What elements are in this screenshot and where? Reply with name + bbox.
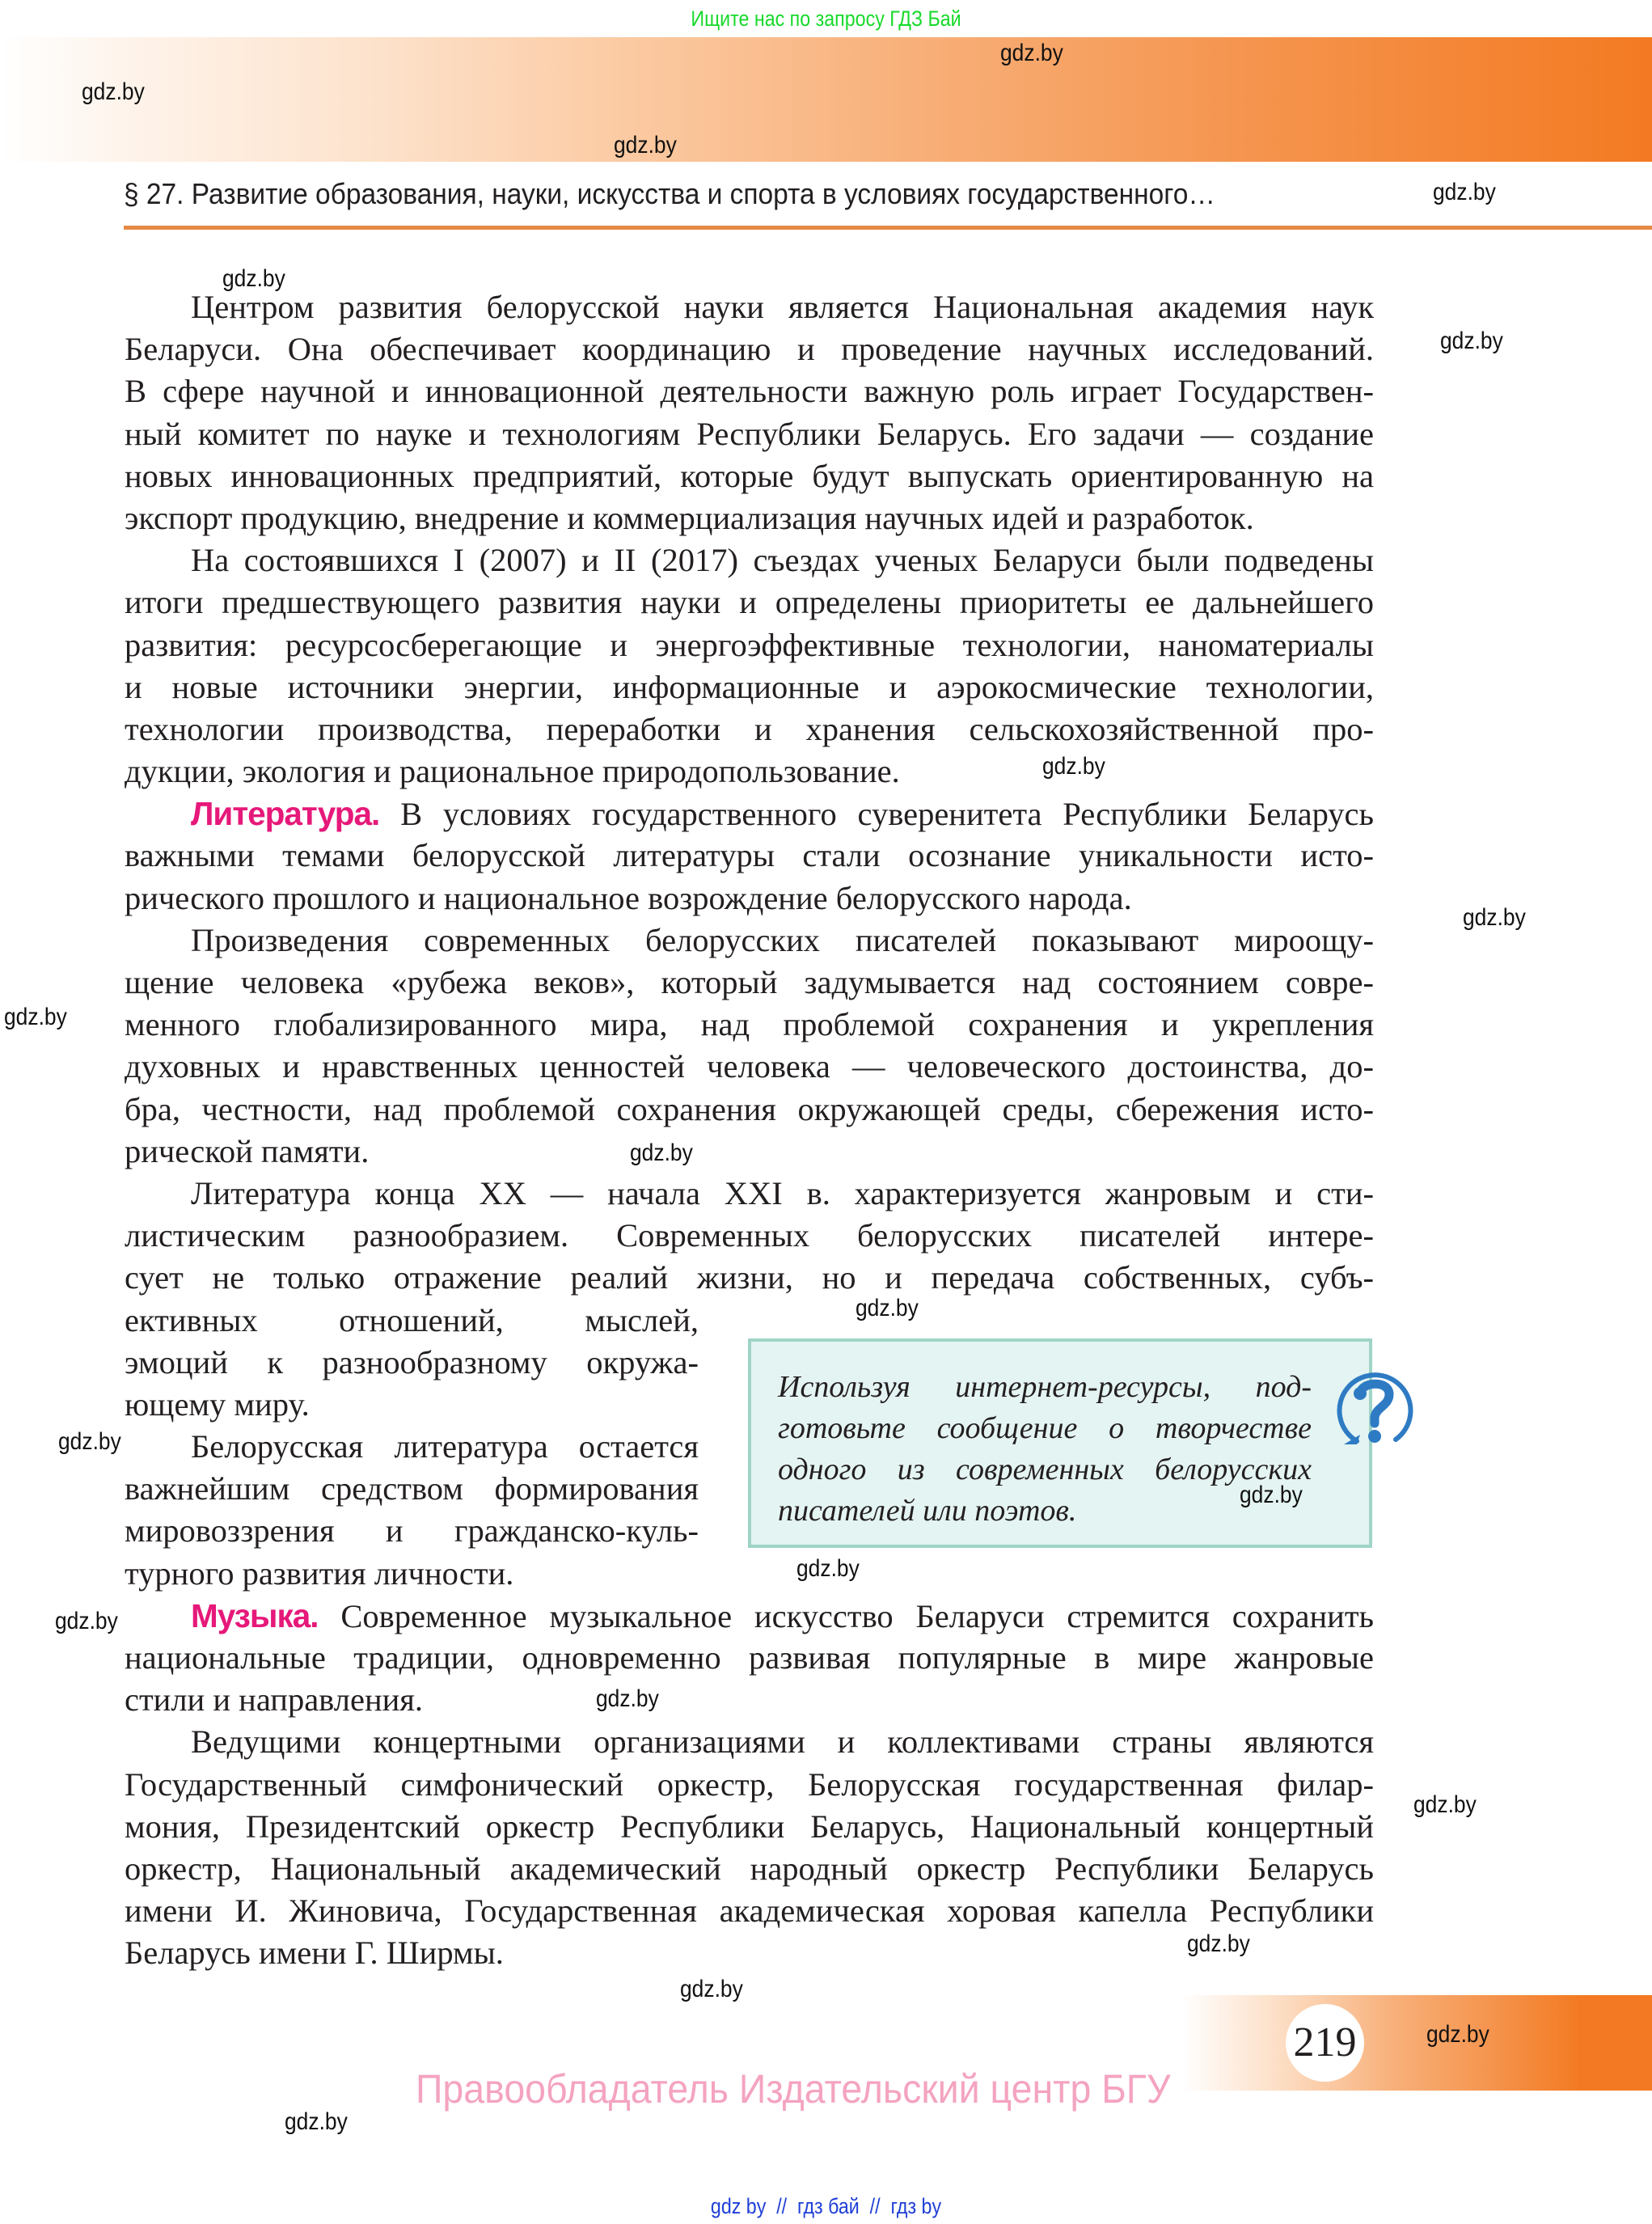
watermark-text: gdz.by	[222, 265, 285, 292]
watermark-text: gdz.by	[1042, 753, 1105, 780]
site-links[interactable]: gdz by // гдз бай // гдз by	[710, 2194, 942, 2218]
literature-paragraph-start	[125, 793, 1374, 835]
text-line: духовных и нравственных ценностей человека — человеческого достоинства, до-	[125, 1048, 1374, 1085]
copyright-notice: Правообладатель Издательский центр БГУ	[416, 2066, 1171, 2112]
watermark-text: gdz.by	[1000, 40, 1063, 66]
watermark-text: gdz.by	[796, 1555, 860, 1582]
text-line: стили и направления.	[125, 1681, 424, 1719]
text-line: мония, Президентский оркестр Республики Беларусь, Национальный концертный	[125, 1808, 1374, 1845]
watermark-text: gdz.by	[55, 1608, 118, 1634]
text-line: и новые источники энергии, информационные и аэрокосмические технологии,	[125, 668, 1374, 705]
text-line: важными темами белорусской литературы стали осознание уникальности исто-	[125, 837, 1374, 874]
watermark-text: gdz.by	[680, 1976, 743, 2002]
text-line: национальные традиции, одновременно развивая популярные в мире жанровые	[125, 1639, 1374, 1676]
text-line: эмоций к разнообразному окружа-	[125, 1343, 699, 1380]
assignment-line: одного из современных белорусских	[778, 1452, 1312, 1486]
text-line: экспорт продукцию, внедрение и коммерциализация научных идей и разработок.	[125, 499, 1254, 536]
footer-gradient-band	[1181, 1995, 1652, 2091]
watermark-text: gdz.by	[596, 1685, 659, 1712]
text-line: Произведения современных белорусских писателей показывают мироощу-	[191, 921, 1374, 958]
text-line: В условиях государственного суверенитета Республики Беларусь	[400, 796, 1375, 833]
text-line: ный комитет по науке и технологиям Республики Беларусь. Его задачи — создание	[125, 415, 1374, 452]
header-gradient-band	[0, 37, 1652, 162]
text-line: Центром развития белорусской науки является Национальная академия наук	[191, 289, 1374, 325]
watermark-text: gdz.by	[1240, 1482, 1303, 1508]
text-line: Ведущими концертными организациями и коллективами страны являются	[191, 1723, 1374, 1761]
text-line: технологии производства, переработки и хранения сельскохозяйственной про-	[125, 710, 1374, 747]
watermark-text: gdz.by	[4, 1004, 67, 1030]
section-heading-music: Музыка.	[191, 1596, 319, 1634]
text-line: турного развития личности.	[125, 1554, 514, 1592]
assignment-line: Используя интернет-ресурсы, под-	[778, 1370, 1312, 1404]
text-line: щение человека «рубежа веков», который задумывается над состоянием совре-	[125, 964, 1374, 1000]
search-hint-banner: Ищите нас по запросу ГДЗ Бай	[691, 6, 961, 31]
text-line: оркестр, Национальный академический народный оркестр Республики Беларусь	[125, 1850, 1374, 1887]
text-line: На состоявшихся I (2007) и II (2017) съездах ученых Беларуси были подведены	[191, 542, 1374, 579]
text-line: имени И. Жиновича, Государственная академическая хоровая капелла Республики	[125, 1892, 1374, 1930]
watermark-text: gdz.by	[1433, 179, 1496, 205]
watermark-text: gdz.by	[614, 132, 677, 159]
text-line: ективных отношений, мыслей,	[125, 1301, 699, 1338]
text-line: итоги предшествующего развития науки и определены приоритеты ее дальнейшего	[125, 584, 1374, 621]
main-text	[125, 286, 1374, 1975]
text-line: мировоззрения и гражданско-куль-	[125, 1512, 699, 1550]
section-heading-literature: Литература.	[191, 795, 380, 833]
text-line: Белорусская литература остается	[191, 1428, 699, 1465]
text-line: рического прошлого и национальное возрождение белорусского народа.	[125, 879, 1132, 916]
assignment-line: писателей или поэтов.	[778, 1494, 1077, 1528]
music-paragraph-start	[125, 1595, 1374, 1637]
text-line: листическим разнообразием. Современных белорусских писателей интере-	[125, 1217, 1374, 1254]
watermark-text: gdz.by	[1413, 1791, 1477, 1818]
watermark-text: gdz.by	[1440, 328, 1503, 354]
text-line: рической памяти.	[125, 1132, 370, 1169]
text-line: бра, честности, над проблемой сохранения окружающей среды, сбережения исто-	[125, 1090, 1374, 1127]
watermark-text: gdz.by	[630, 1139, 693, 1166]
question-circle-arrow-icon	[1333, 1367, 1417, 1451]
assignment-line: готовьте сообщение о творчестве	[778, 1411, 1312, 1445]
text-line: Современное музыкальное искусство Беларуси стремится сохранить	[340, 1597, 1374, 1634]
text-line: сует не только отражение реалий жизни, но и передача собственных, субъ-	[125, 1259, 1374, 1296]
text-line: Беларуси. Она обеспечивает координацию и проведение научных исследований.	[125, 331, 1374, 368]
text-line: новых инновационных предприятий, которые будут выпускать ориентированную на	[125, 457, 1374, 494]
text-line: В сфере научной и инновационной деятельности важную роль играет Государствен-	[125, 373, 1374, 410]
watermark-text: gdz.by	[82, 78, 145, 105]
text-line: развития: ресурсосберегающие и энергоэффективные технологии, наноматериалы	[125, 626, 1374, 663]
text-line: ющему миру.	[125, 1385, 310, 1423]
text-line: дукции, экология и рациональное природопользование.	[125, 753, 900, 790]
text-line: Государственный симфонический оркестр, Белорусская государственная филар-	[125, 1765, 1374, 1803]
text-line: Литература конца XX — начала XXI в. характеризуется жанровым и сти-	[191, 1174, 1374, 1211]
text-line: менного глобализированного мира, над проблемой сохранения и укрепления	[125, 1006, 1374, 1043]
watermark-text: gdz.by	[58, 1428, 121, 1455]
text-line: важнейшим средством формирования	[125, 1470, 699, 1507]
title-divider	[124, 226, 1652, 230]
running-title: § 27. Развитие образования, науки, искусства и спорта в условиях государственного…	[124, 177, 1215, 210]
watermark-text: gdz.by	[1187, 1930, 1250, 1957]
watermark-text: gdz.by	[1463, 904, 1526, 931]
text-line: Беларусь имени Г. Ширмы.	[125, 1934, 504, 1972]
watermark-text: gdz.by	[285, 2108, 348, 2135]
watermark-text: gdz.by	[1426, 2021, 1489, 2048]
page-number: 219	[1286, 2004, 1364, 2082]
watermark-text: gdz.by	[856, 1295, 919, 1321]
assignment-text	[778, 1367, 1312, 1532]
